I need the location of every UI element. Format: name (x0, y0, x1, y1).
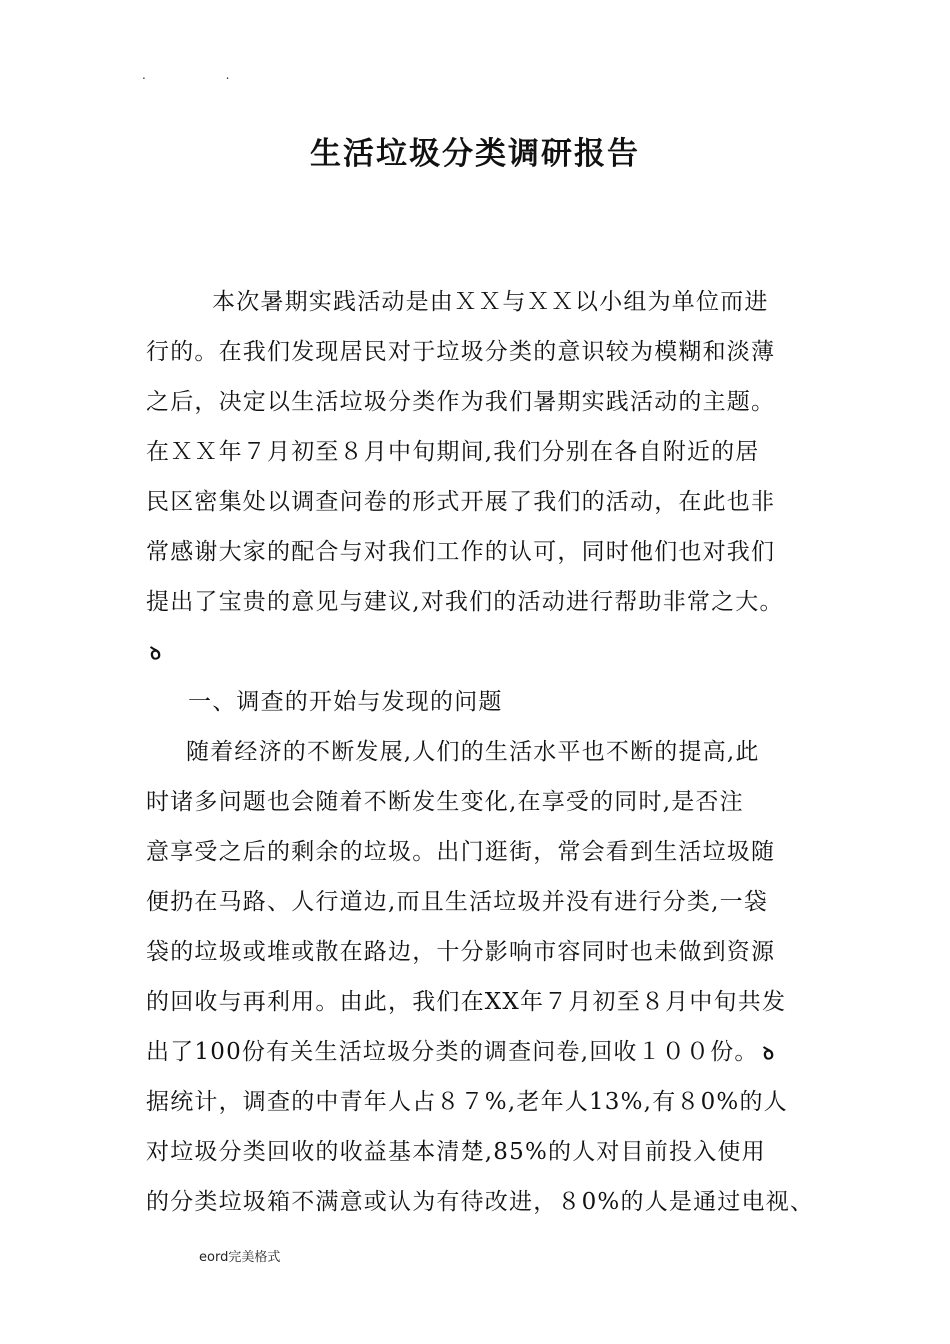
text-line: 本次暑期实践活动是由ＸＸ与ＸＸ以小组为单位而进 (212, 289, 769, 315)
text-line: 据统计，调查的中青年人占８７%,老年人13%,有８0%的人 (146, 1089, 788, 1115)
text-line: 时诸多问题也会随着不断发生变化,在享受的同时,是否注 (146, 789, 744, 815)
text-line: 民区密集处以调查问卷的形式开展了我们的活动，在此也非 (146, 489, 776, 515)
paragraph-mark-icon: ꝺ (148, 642, 164, 665)
paragraph-mark-line (146, 627, 826, 677)
text-line: 之后，决定以生活垃圾分类作为我们暑期实践活动的主题。 (146, 389, 776, 415)
header-dots: . . (142, 68, 268, 82)
text-line: 的分类垃圾箱不满意或认为有待改进，８0%的人是通过电视、 (146, 1189, 815, 1215)
text-line-with-mark (146, 1027, 826, 1077)
text-line: 对垃圾分类回收的收益基本清楚,85%的人对目前投入使用 (146, 1139, 766, 1165)
paragraph-mark-icon: ꝺ (760, 1042, 777, 1065)
document-body (146, 277, 826, 1227)
document-title: 生活垃圾分类调研报告 (310, 136, 640, 172)
text-line: 随着经济的不断发展,人们的生活水平也不断的提高,此 (186, 739, 760, 765)
text-line: 袋的垃圾或堆或散在路边，十分影响市容同时也未做到资源 (146, 939, 776, 965)
text-line: 行的。在我们发现居民对于垃圾分类的意识较为模糊和淡薄 (146, 339, 776, 365)
text-line: 在ＸＸ年７月初至８月中旬期间,我们分别在各自附近的居 (146, 439, 760, 465)
text-line: 常感谢大家的配合与对我们工作的认可，同时他们也对我们 (146, 539, 776, 565)
text-line: 意享受之后的剩余的垃圾。出门逛街，常会看到生活垃圾随 (146, 839, 776, 865)
section-heading: 一、调查的开始与发现的问题 (188, 689, 503, 715)
text-line: 提出了宝贵的意见与建议,对我们的活动进行帮助非常之大。 (146, 589, 784, 615)
text-line: 便扔在马路、人行道边,而且生活垃圾并没有进行分类,一袋 (146, 889, 769, 915)
footer-text: eord完美格式 (199, 1250, 281, 1265)
text-line: 的回收与再利用。由此，我们在XX年７月初至８月中旬共发 (146, 989, 787, 1015)
text-line: 出了100份有关生活垃圾分类的调查问卷,回收１００份。 (146, 1039, 759, 1065)
